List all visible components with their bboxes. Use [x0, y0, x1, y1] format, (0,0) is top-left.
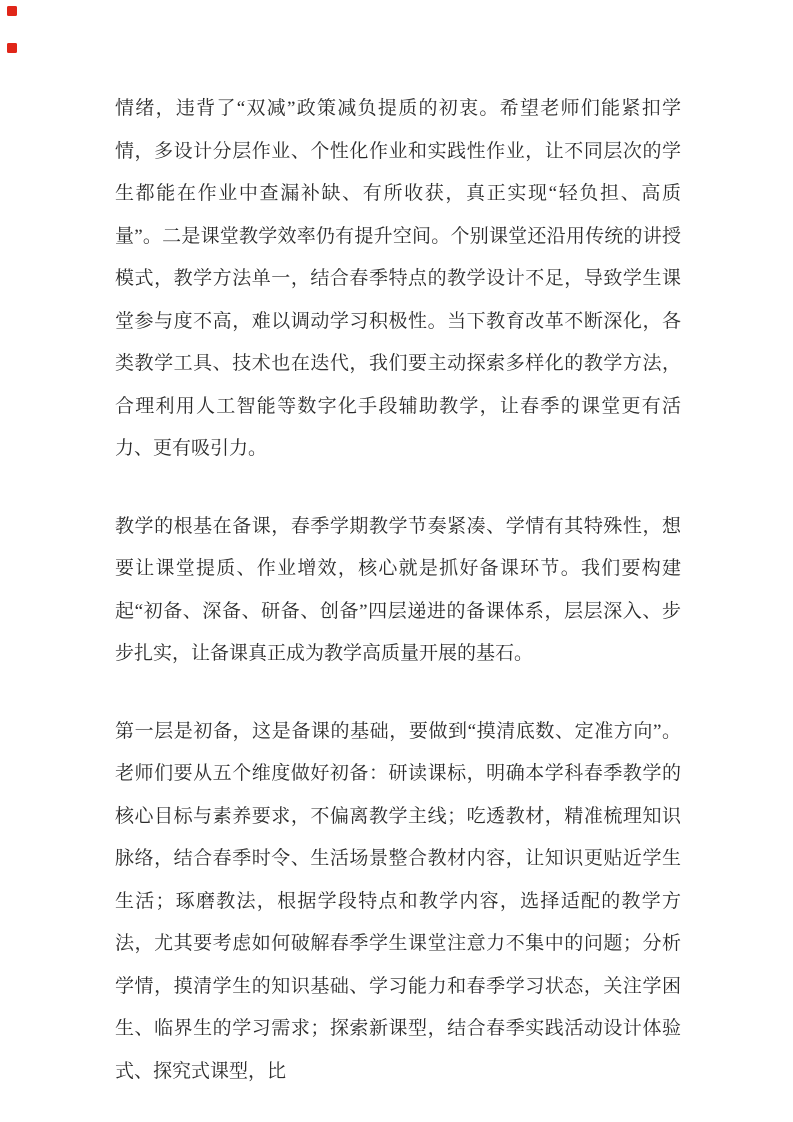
paragraph-3: 第一层是初备，这是备课的基础，要做到“摸清底数、定准方向”。老师们要从五个维度做好初备：研读课标，明确本学科春季教学的核心目标与素养要求，不偏离教学主线；吃透教材，精准梳理知识脉络，结合春季时令、生活场景整合教材内容，让知识更贴近学生生活；琢磨教法，根据学段特点和教学内容，选择适配的教学方法，尤其要考虑如何破解春季学生课堂注意力不集中的问题；分析学情，摸清学生的知识基础、学习能力和春季学习状态，关注学困生、临界生的学习需求；探索新课型，结合春季实践活动设计体验式、探究式课型，比: [115, 720, 681, 1082]
red-placeholder-icon: [7, 6, 17, 16]
red-placeholder-icon: [7, 43, 17, 53]
paragraph-2: 教学的根基在备课，春季学期教学节奏紧凑、学情有其特殊性，想要让课堂提质、作业增效，核心就是抓好备课环节。我们要构建起“初备、深备、研备、创备”四层递进的备课体系，层层深入、步步扎实，让备课真正成为教学高质量开展的基石。: [115, 515, 681, 664]
document-body: [115, 88, 681, 1122]
paragraph-1: 情绪，违背了“双减”政策减负提质的初衷。希望老师们能紧扣学情，多设计分层作业、个性化作业和实践性作业，让不同层次的学生都能在作业中查漏补缺、有所收获，真正实现“轻负担、高质量”。二是课堂教学效率仍有提升空间。个别课堂还沿用传统的讲授模式，教学方法单一，结合春季特点的教学设计不足，导致学生课堂参与度不高，难以调动学习积极性。当下教育改革不断深化，各类教学工具、技术也在迭代，我们要主动探索多样化的教学方法，合理利用人工智能等数字化手段辅助教学，让春季的课堂更有活力、更有吸引力。: [115, 98, 681, 459]
